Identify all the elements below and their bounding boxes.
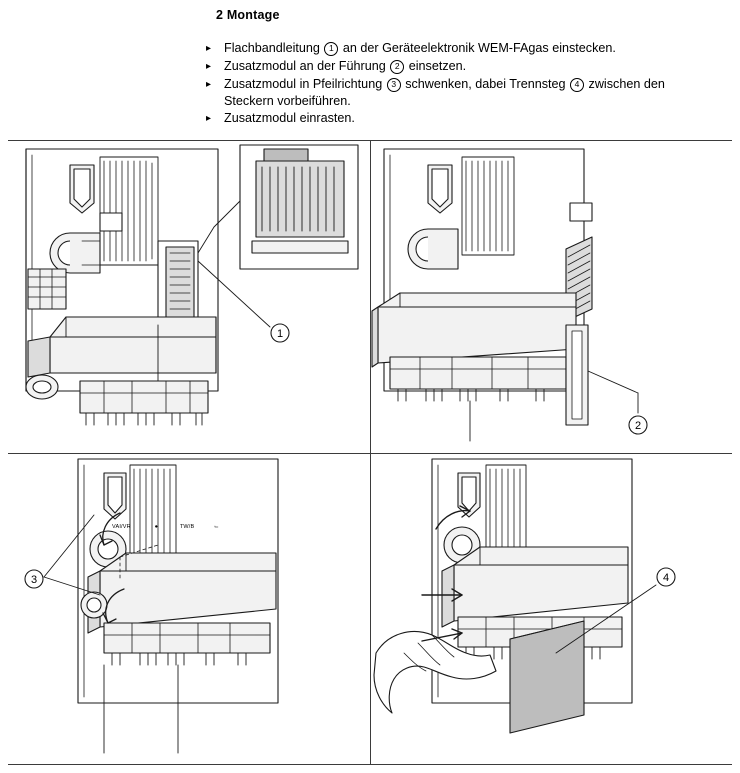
terminal-group-label: VAI/VR bbox=[112, 524, 131, 530]
list-item bbox=[206, 40, 706, 57]
list-item-text bbox=[224, 58, 706, 75]
drawing-panel-2 bbox=[370, 141, 732, 453]
figure-panel-bottom-right bbox=[370, 453, 732, 765]
callout-marker-3: 3 bbox=[387, 78, 401, 92]
step-text-mid: einsetzen. bbox=[405, 59, 467, 73]
terminal-group-label: TW/B bbox=[179, 524, 195, 530]
terminal-group-label: ● bbox=[154, 524, 159, 530]
terminal-group-label: ⌙ bbox=[214, 524, 219, 530]
step-text-pre: Zusatzmodul in Pfeilrichtung bbox=[224, 77, 386, 91]
list-item bbox=[206, 110, 706, 127]
callout-marker-1: 1 bbox=[324, 42, 338, 56]
bullet-arrow-icon: ▸ bbox=[206, 113, 212, 124]
figure-panel-bottom-left bbox=[8, 453, 370, 765]
callout-marker-2: 2 bbox=[390, 60, 404, 74]
drawing-panel-1 bbox=[8, 141, 370, 453]
callout-label-2: 2 bbox=[634, 420, 642, 432]
callout-label-3: 3 bbox=[30, 573, 38, 586]
bullet-arrow-icon: ▸ bbox=[206, 43, 212, 54]
callout-marker-4: 4 bbox=[570, 78, 584, 92]
instruction-list bbox=[206, 40, 706, 128]
figure-technical-drawing bbox=[8, 140, 732, 765]
drawing-panel-3 bbox=[8, 453, 370, 765]
step-text-post: zwischen den Steckern vorbeiführen. bbox=[224, 77, 665, 108]
figure-panel-top-right bbox=[370, 141, 732, 453]
list-item-text bbox=[224, 76, 706, 109]
step-text-pre: Zusatzmodul einrasten. bbox=[224, 111, 355, 125]
list-item-text bbox=[224, 110, 706, 127]
figure-panel-top-left bbox=[8, 141, 370, 453]
callout-label-1: 1 bbox=[276, 328, 284, 340]
page-title: 2 Montage bbox=[216, 8, 280, 22]
list-item bbox=[206, 76, 706, 109]
terminal-legend-panel-1 bbox=[112, 524, 252, 530]
step-text-mid: an der Geräteelektronik WEM-FAgas einstecken. bbox=[339, 41, 616, 55]
bullet-arrow-icon: ▸ bbox=[206, 79, 212, 90]
bullet-arrow-icon: ▸ bbox=[206, 61, 212, 72]
list-item bbox=[206, 58, 706, 75]
step-text-pre: Flachbandleitung bbox=[224, 41, 324, 55]
step-text-pre: Zusatzmodul an der Führung bbox=[224, 59, 390, 73]
list-item-text bbox=[224, 40, 706, 57]
drawing-panel-4 bbox=[370, 453, 732, 765]
callout-label-4: 4 bbox=[662, 571, 670, 584]
step-text-mid: schwenken, dabei Trennsteg bbox=[401, 77, 570, 91]
